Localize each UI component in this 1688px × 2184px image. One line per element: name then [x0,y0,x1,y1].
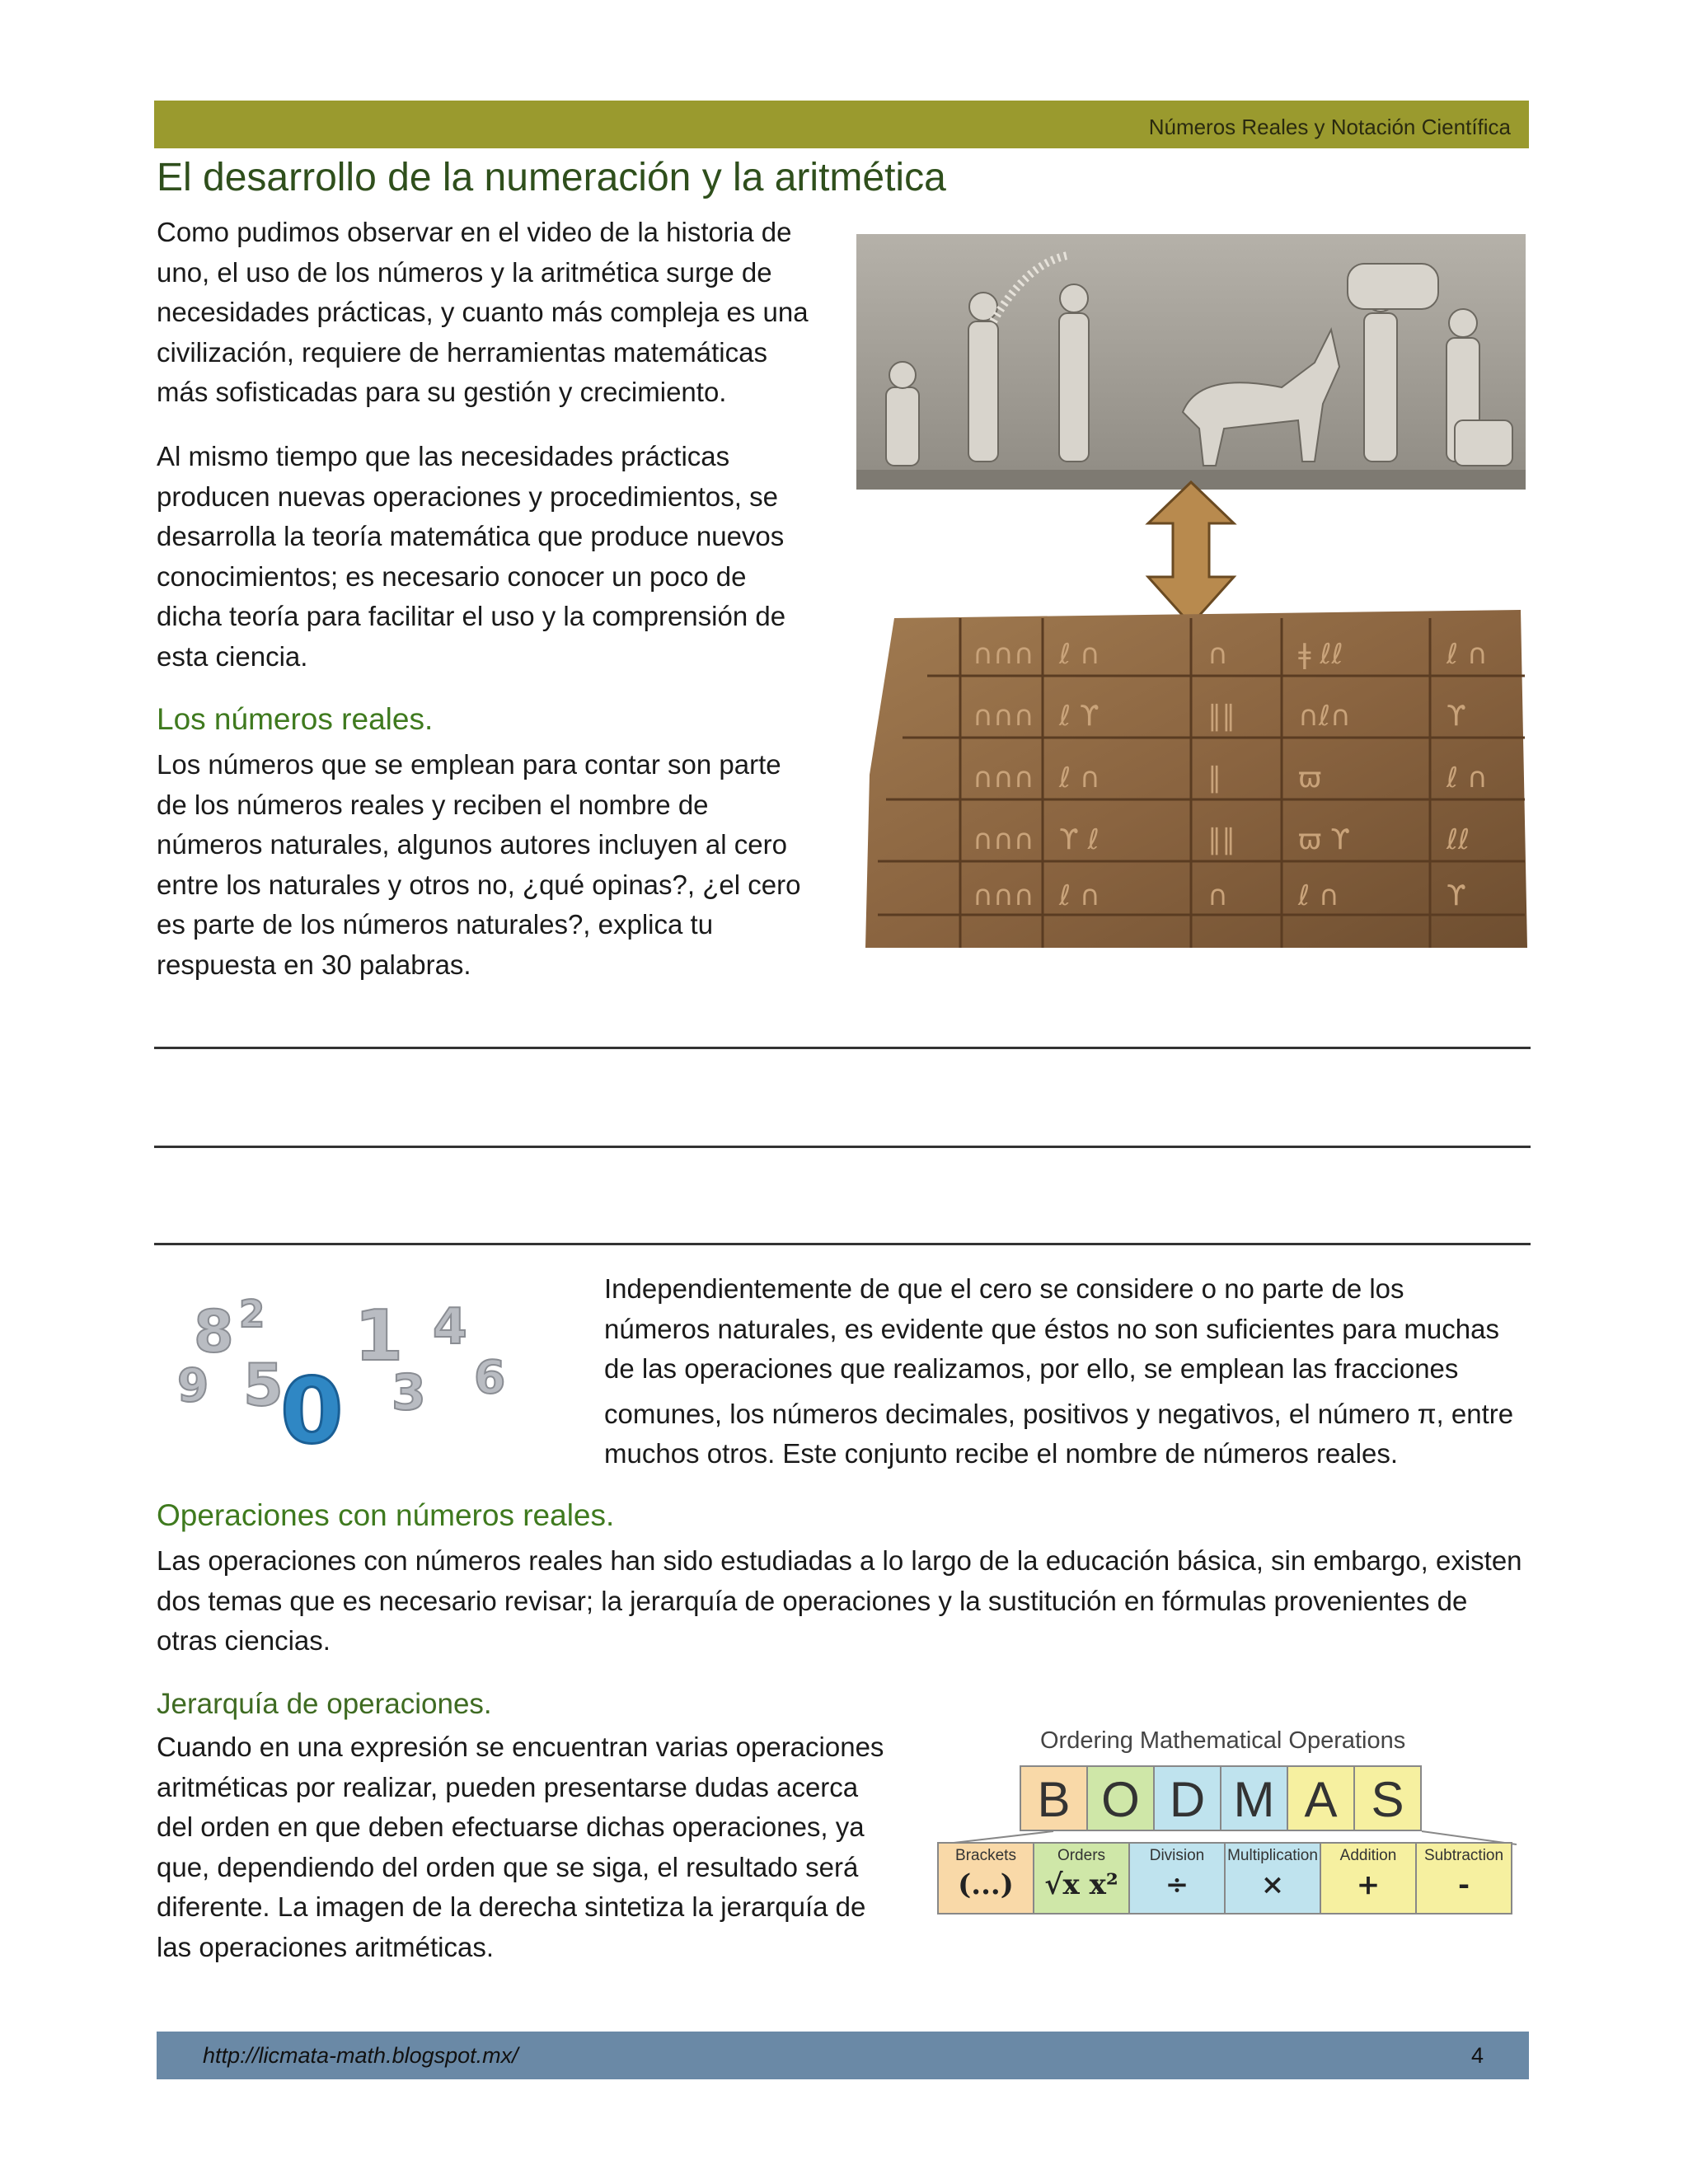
digit: 2 [239,1292,265,1336]
text-line: conocimientos; es necesario conocer un poco de [157,560,747,592]
text-line: esta ciencia. [157,640,308,672]
svg-text:∩∩∩: ∩∩∩ [973,700,1034,733]
cell-symbol: + [1356,1868,1381,1901]
reales-paragraph [157,745,816,985]
cell-label: Subtraction [1423,1847,1504,1864]
text-line: números naturales, es evidente que éstos no son suficientes para muchas [604,1313,1499,1344]
jerarquia-paragraph [157,1727,898,1967]
cell-label: Division [1149,1847,1205,1864]
page-title: El desarrollo de la numeración y la aritmética [157,156,946,199]
digit: 1 [354,1296,404,1377]
text-line: Los números que se emplean para contar son parte [157,749,781,780]
svg-text:∩: ∩ [1207,879,1228,912]
text-line: del orden en que deben efectuarse dichas operaciones, ya [157,1811,865,1842]
text-line: Independientemente de que el cero se considere o no parte de los [604,1273,1404,1304]
cell-label: Brackets [955,1847,1016,1864]
cell-symbol: √x x² [1044,1868,1118,1901]
answer-line[interactable] [154,1047,1531,1049]
svg-text:∩∩∩: ∩∩∩ [973,823,1034,856]
cell-symbol: (...) [958,1868,1014,1901]
text-line: entre los naturales y otros no, ¿qué opinas?, ¿el cero [157,869,801,900]
svg-text:ℓ ∩: ℓ ∩ [1059,762,1100,794]
svg-text:∥∥: ∥∥ [1207,823,1236,856]
digit: 8 [194,1298,234,1366]
text-line: que, dependiendo del orden que se siga, el resultado será [157,1851,859,1882]
bodmas-letter-o: O [1086,1765,1155,1831]
digit: 5 [243,1352,284,1419]
svg-text:∩∩∩: ∩∩∩ [973,762,1034,794]
svg-text:ℓ ∩: ℓ ∩ [1447,762,1488,794]
bodmas-cell-division [1128,1842,1226,1915]
text-line: diferente. La imagen de la derecha sintetiza la jerarquía de [157,1891,866,1922]
digit: 3 [392,1364,426,1422]
digit: 6 [474,1351,506,1404]
bodmas-cell-subtraction [1415,1842,1512,1915]
svg-text:∩∩∩: ∩∩∩ [973,879,1034,912]
intro-paragraph-1 [157,213,816,413]
text-line: respuesta en 30 palabras. [157,949,471,980]
bodmas-letter-d: D [1153,1765,1221,1831]
section-heading-reales: Los números reales. [157,702,434,736]
bodmas-letter-b: B [1020,1765,1088,1831]
text-line: las operaciones aritméticas. [157,1931,495,1962]
text-line: Al mismo tiempo que las necesidades prácticas [157,441,730,471]
digit: 4 [433,1298,467,1356]
text-line: más sofisticadas para su gestión y crecimiento. [157,377,727,407]
svg-text:ℓ ϒ: ℓ ϒ [1059,700,1100,733]
operaciones-paragraph [157,1541,1541,1661]
text-line: de las operaciones que realizamos, por ello, se emplean las fracciones [604,1353,1459,1384]
digit: 9 [177,1359,209,1412]
footer-link[interactable]: http://licmata-math.blogspot.mx/ [203,2043,518,2068]
text-line: necesidades prácticas, y cuanto más compleja es una [157,297,809,327]
cell-label: Multiplication [1227,1847,1318,1864]
bodmas-letter-s: S [1353,1765,1422,1831]
svg-text:ℓ ∩: ℓ ∩ [1059,638,1100,671]
svg-text:ℓ ∩: ℓ ∩ [1447,638,1488,671]
text-line: dos temas que es necesario revisar; la jerarquía de operaciones y la sustitución en fórmulas provenientes de [157,1585,1468,1616]
text-line: dicha teoría para facilitar el uso y la comprensión de [157,601,786,631]
text-line: producen nuevas operaciones y procedimientos, se [157,480,778,512]
text-line: muchos otros. Este conjunto recibe el nombre de números reales. [604,1438,1398,1469]
text-line: uno, el uso de los números y la aritmética surge de [157,256,772,288]
svg-text:∥∥: ∥∥ [1207,700,1236,733]
page-number: 4 [1470,2043,1484,2068]
text-line: números naturales, algunos autores incluyen al cero [157,829,787,860]
bodmas-letter-m: M [1220,1765,1288,1831]
footer-bar [157,2032,1529,2079]
svg-text:ϖ: ϖ [1298,762,1322,794]
svg-text:ϒ ℓ: ϒ ℓ [1059,823,1100,856]
intro-paragraph-2 [157,437,816,677]
text-line: Las operaciones con números reales han sido estudiadas a lo largo de la educación básica, sin embargo, existen [157,1545,1522,1576]
independ-paragraph [604,1269,1531,1474]
zero-digit: 0 [280,1358,344,1451]
text-line: comunes, los números decimales, positivos y negativos, el número π, entre [604,1398,1514,1429]
text-line: Cuando en una expresión se encuentran varias operaciones [157,1732,884,1762]
cell-label: Addition [1339,1847,1397,1864]
cell-symbol: × [1260,1868,1285,1901]
text-line: otras ciencias. [157,1625,331,1656]
answer-line[interactable] [154,1243,1531,1245]
svg-text:∥: ∥ [1207,762,1221,794]
svg-text:ℓ ∩: ℓ ∩ [1298,879,1339,912]
svg-text:ϖ ϒ: ϖ ϒ [1298,823,1351,856]
header-bar [154,101,1529,148]
svg-text:ϒ: ϒ [1447,700,1466,733]
numbers-zero-image [161,1286,573,1451]
double-arrow-icon [1148,482,1234,625]
section-heading-operaciones: Operaciones con números reales. [157,1498,615,1532]
bodmas-cell-brackets [937,1842,1034,1915]
svg-text:∩ℓ∩: ∩ℓ∩ [1298,700,1351,733]
cell-symbol: ÷ [1165,1868,1189,1901]
text-line: Como pudimos observar en el video de la historia de [157,217,792,247]
bodmas-cell-orders [1033,1842,1130,1915]
relief-image [856,234,1526,490]
text-line: civilización, requiere de herramientas matemáticas [157,336,767,368]
egyptian-illustration [853,231,1529,956]
text-line: es parte de los números naturales?, explica tu [157,909,714,940]
svg-text:ℓ ∩: ℓ ∩ [1059,879,1100,912]
header-title: Números Reales y Notación Científica [1148,115,1511,139]
text-line: de los números reales y reciben el nombre de [157,789,709,820]
bodmas-cell-addition [1320,1842,1417,1915]
svg-text:ǂ ℓℓ: ǂ ℓℓ [1298,638,1343,671]
bodmas-letter-a: A [1287,1765,1355,1831]
text-line: aritméticas por realizar, pueden presentarse dudas acerca [157,1771,859,1802]
cell-symbol: - [1457,1868,1470,1901]
svg-text:∩∩∩: ∩∩∩ [973,638,1034,671]
hieroglyph-tablet-image [865,610,1527,948]
bodmas-cell-multiplication [1224,1842,1321,1915]
bodmas-title: Ordering Mathematical Operations [1040,1727,1406,1754]
svg-text:ℓℓ: ℓℓ [1447,823,1470,856]
subsection-heading-jerarquia: Jerarquía de operaciones. [157,1688,492,1720]
cell-label: Orders [1057,1847,1106,1864]
svg-text:∩: ∩ [1207,638,1228,671]
text-line: desarrolla la teoría matemática que produce nuevos [157,521,785,551]
svg-text:ϒ: ϒ [1447,879,1466,912]
answer-line[interactable] [154,1146,1531,1148]
